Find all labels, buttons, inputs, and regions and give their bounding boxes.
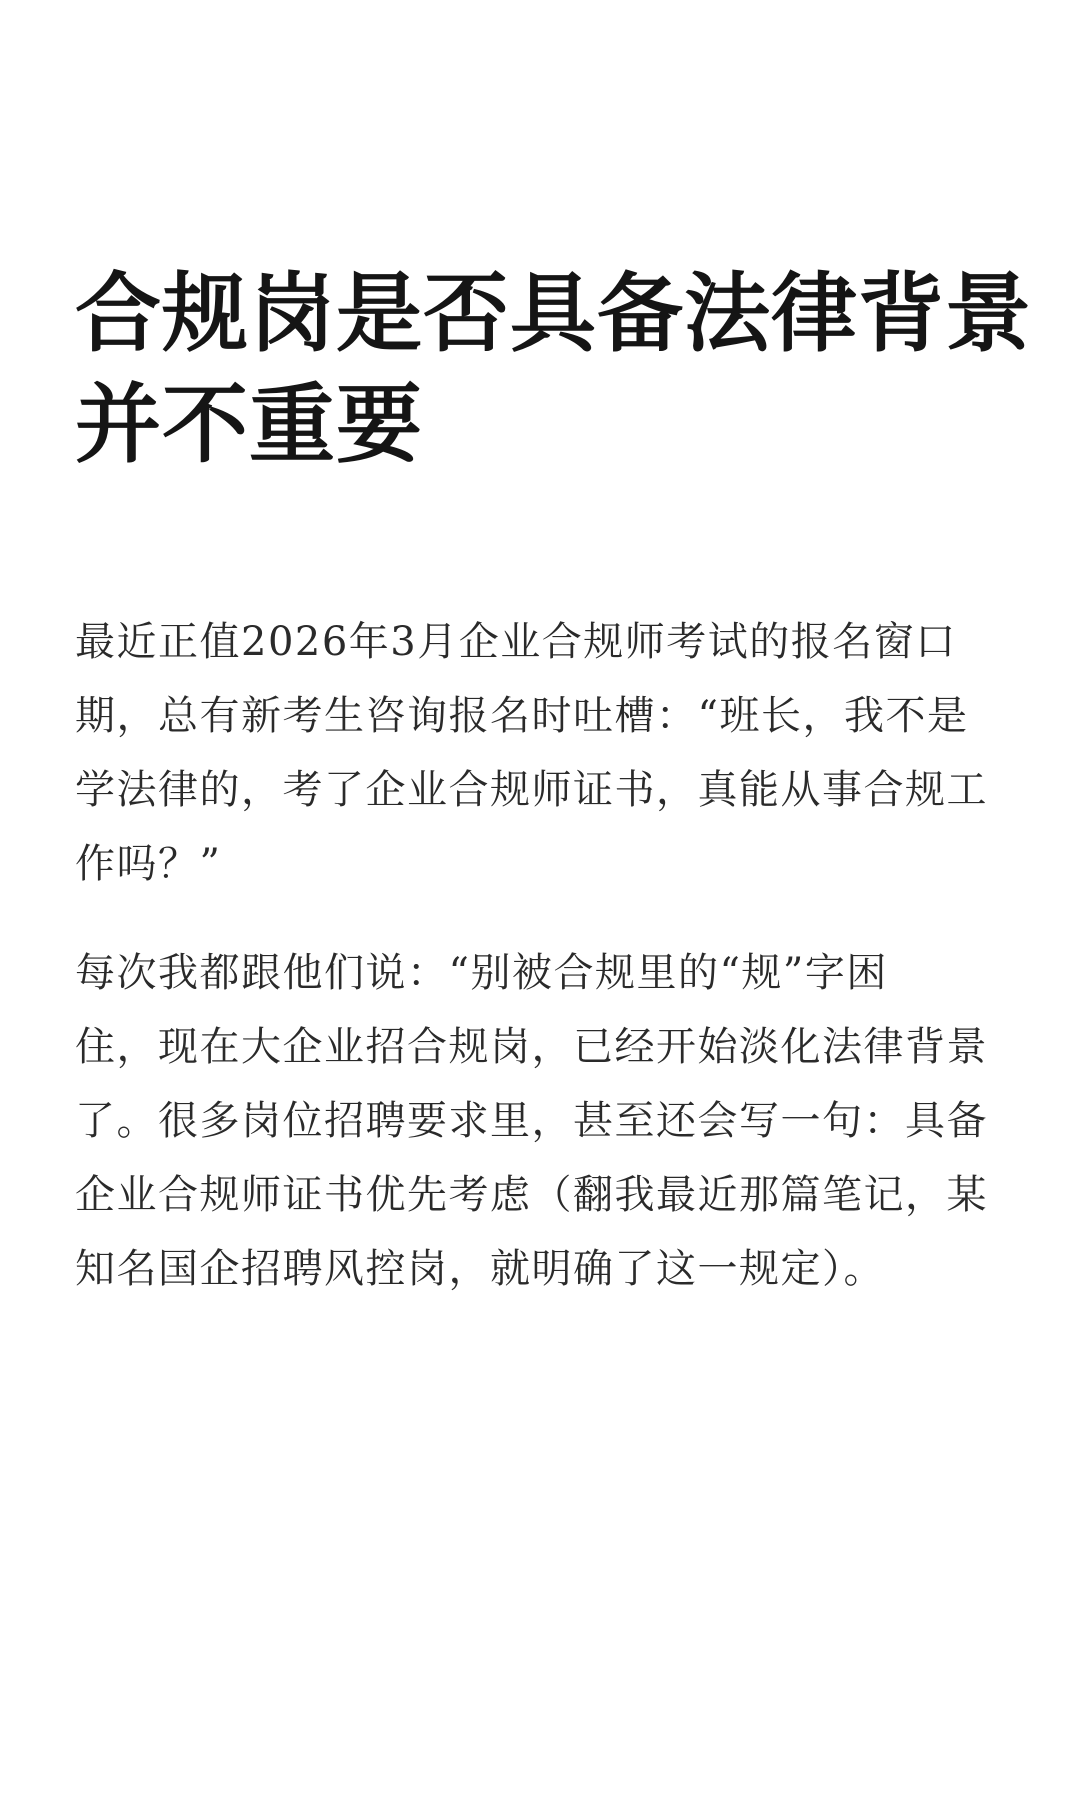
title-line: 并不重要 [75,374,423,475]
paragraph-1 [75,605,1005,901]
paragraph-2 [75,936,1005,1306]
paragraph-line: 每次我都跟他们说：“别被合规里的“规”字困 [75,950,888,996]
article-body [75,605,1005,1306]
paragraph-line: 了。很多岗位招聘要求里，甚至还会写一句：具备 [75,1098,988,1144]
paragraph-line: 企业合规师证书优先考虑（翻我最近那篇笔记，某 [75,1172,988,1218]
paragraph-line: 学法律的，考了企业合规师证书，真能从事合规工 [75,767,988,813]
paragraph-line: 最近正值2026年3月企业合规师考试的报名窗口 [75,619,957,665]
title-line: 合规岗是否具备法律背景 [75,263,1032,364]
paragraph-line: 作吗？” [75,841,222,887]
article-title [75,258,1032,480]
paragraph-line: 住，现在大企业招合规岗，已经开始淡化法律背景 [75,1024,988,1070]
paragraph-line: 期，总有新考生咨询报名时吐槽：“班长，我不是 [75,693,969,739]
paragraph-line: 知名国企招聘风控岗，就明确了这一规定）。 [75,1246,885,1292]
